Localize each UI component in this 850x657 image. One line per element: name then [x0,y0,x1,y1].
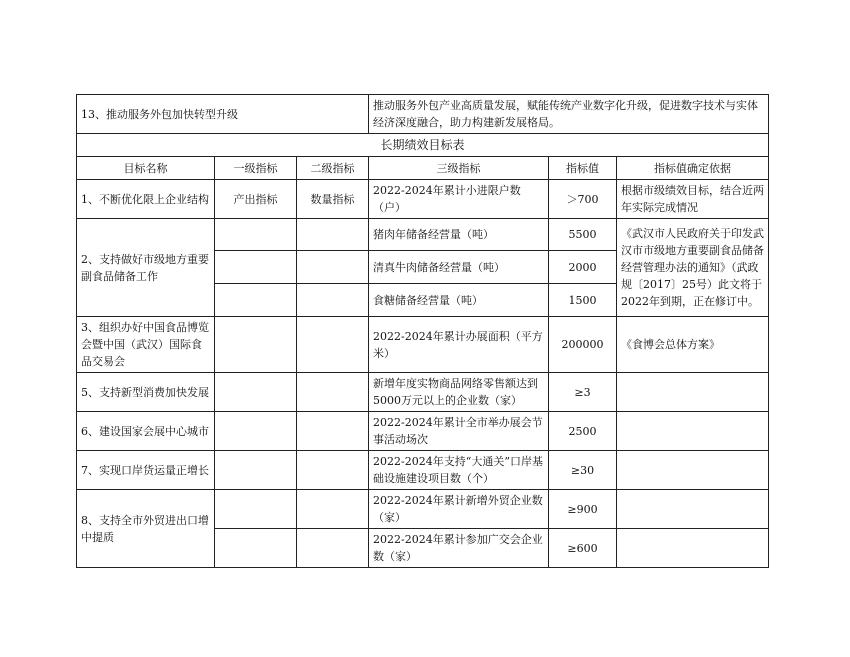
value-cell: 200000 [549,317,617,373]
header-goal: 目标名称 [77,157,215,180]
header-level2: 二级指标 [297,157,369,180]
basis-cell [617,412,769,451]
basis-cell [617,529,769,568]
level1-cell [215,412,297,451]
table-row [77,412,769,451]
level1-cell [215,284,297,317]
level1-cell: 产出指标 [215,180,297,219]
table-row [77,180,769,219]
basis-cell: 根据市级绩效目标，结合近两年实际完成情况 [617,180,769,219]
goal-cell: 7、实现口岸货运量正增长 [77,451,215,490]
level3-cell: 新增年度实物商品网络零售额达到5000万元以上的企业数（家） [369,373,549,412]
level3-cell: 2022-2024年支持“大通关”口岸基础设施建设项目数（个） [369,451,549,490]
basis-cell: 《食博会总体方案》 [617,317,769,373]
goal-cell: 6、建设国家会展中心城市 [77,412,215,451]
value-cell: ≥3 [549,373,617,412]
value-cell: ≥30 [549,451,617,490]
table-row [77,219,769,251]
level3-cell: 2022-2024年累计全市举办展会节事活动场次 [369,412,549,451]
table-row [77,373,769,412]
header-level3: 三级指标 [369,157,549,180]
level3-cell: 猪肉年储备经营量（吨） [369,219,549,251]
top-row-label: 13、推动服务外包加快转型升级 [77,95,369,134]
header-basis: 指标值确定依据 [617,157,769,180]
value-cell: ＞700 [549,180,617,219]
level3-cell: 2022-2024年累计小进限户数（户） [369,180,549,219]
table-row [77,490,769,529]
level2-cell [297,490,369,529]
basis-cell: 《武汉市人民政府关于印发武汉市市级地方重要副食品储备经营管理办法的通知》（武政规〔2017〕25号）此文将于2022年到期，正在修订中。 [617,219,769,317]
value-cell: 2000 [549,251,617,284]
table-title: 长期绩效目标表 [77,134,769,157]
level3-cell: 2022-2024年累计新增外贸企业数（家） [369,490,549,529]
header-level1: 一级指标 [215,157,297,180]
goal-cell: 8、支持全市外贸进出口增中提质 [77,490,215,568]
basis-cell [617,490,769,529]
level2-cell [297,317,369,373]
goal-cell: 1、不断优化限上企业结构 [77,180,215,219]
level1-cell [215,451,297,490]
level1-cell [215,317,297,373]
basis-cell [617,373,769,412]
level2-cell [297,251,369,284]
level2-cell [297,412,369,451]
level2-cell [297,451,369,490]
goal-cell: 3、组织办好中国食品博览会暨中国（武汉）国际食品交易会 [77,317,215,373]
value-cell: ≥600 [549,529,617,568]
level1-cell [215,219,297,251]
level1-cell [215,251,297,284]
level2-cell [297,529,369,568]
level2-cell [297,284,369,317]
level3-cell: 2022-2024年累计参加广交会企业数（家） [369,529,549,568]
table-title-row [77,134,769,157]
value-cell: ≥900 [549,490,617,529]
table-header-row [77,157,769,180]
level1-cell [215,490,297,529]
level2-cell: 数量指标 [297,180,369,219]
value-cell: 2500 [549,412,617,451]
basis-cell [617,451,769,490]
level1-cell [215,373,297,412]
value-cell: 1500 [549,284,617,317]
table-row [77,317,769,373]
performance-goals-table [76,94,769,568]
goal-cell: 5、支持新型消费加快发展 [77,373,215,412]
level3-cell: 2022-2024年累计办展面积（平方米） [369,317,549,373]
value-cell: 5500 [549,219,617,251]
table-row [77,451,769,490]
level2-cell [297,373,369,412]
goal-cell: 2、支持做好市级地方重要副食品储备工作 [77,219,215,317]
header-value: 指标值 [549,157,617,180]
level3-cell: 清真牛肉储备经营量（吨） [369,251,549,284]
level3-cell: 食糖储备经营量（吨） [369,284,549,317]
table-row [77,95,769,134]
level2-cell [297,219,369,251]
level1-cell [215,529,297,568]
top-row-description: 推动服务外包产业高质量发展，赋能传统产业数字化升级，促进数字技术与实体经济深度融合，助力构建新发展格局。 [369,95,769,134]
